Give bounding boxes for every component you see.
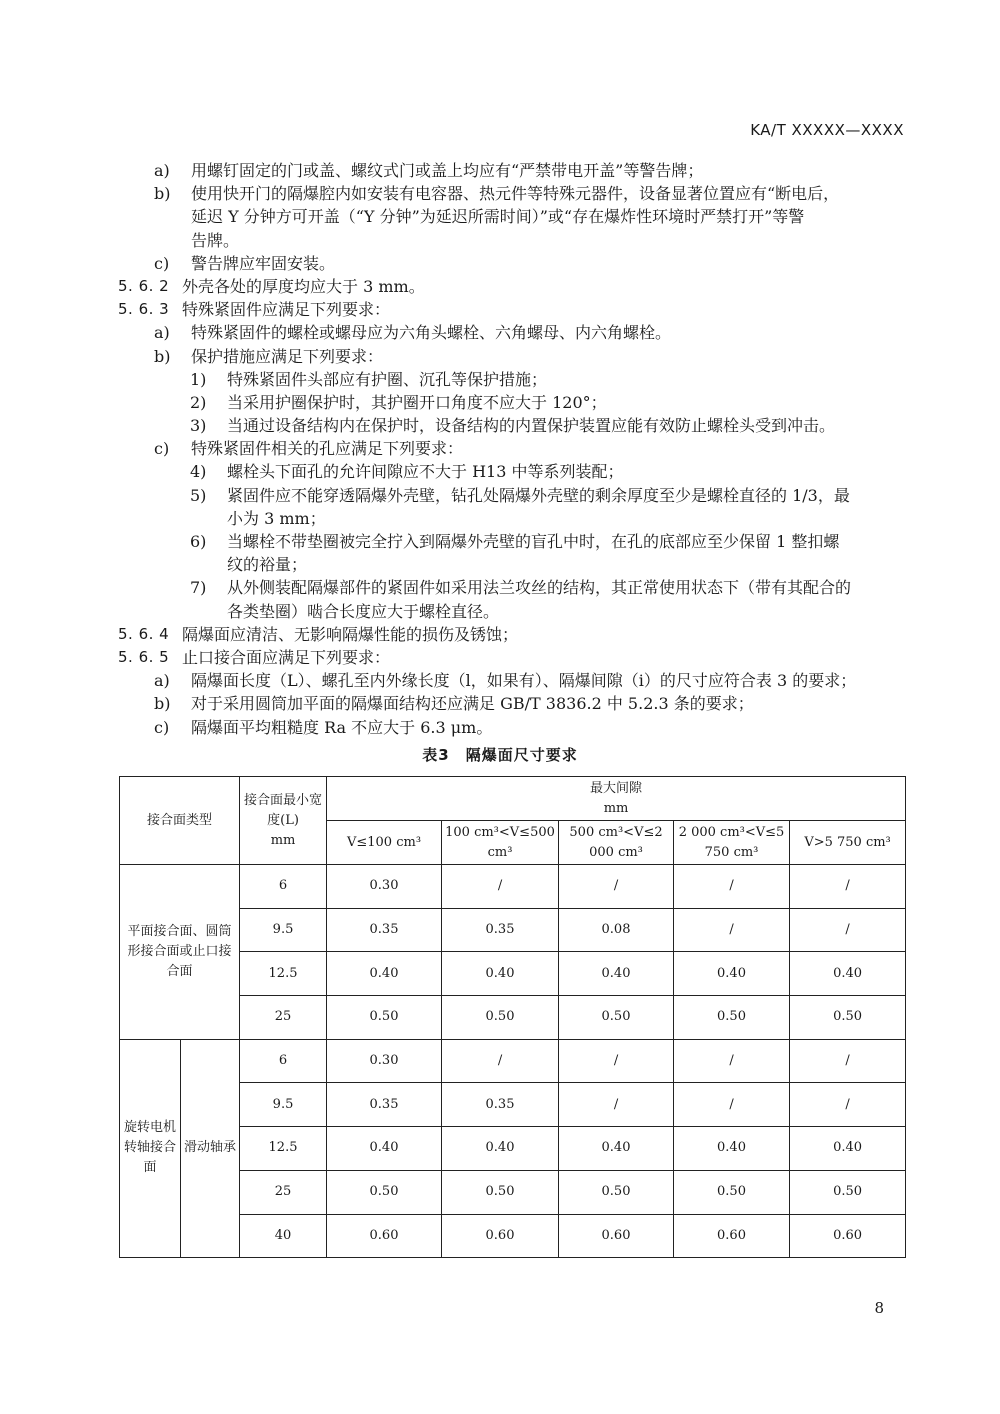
text-line [118,530,908,553]
item-text: 紧固件应不能穿透隔爆外壳壁，钻孔处隔爆外壳壁的剩余厚度至少是螺栓直径的 1/3，最 [227,485,850,505]
gap-cell: / [790,908,906,952]
header-joint-type: 接合面类型 [120,777,240,865]
text-line [118,205,908,228]
gap-cell: 0.40 [790,952,906,996]
width-cell: 25 [240,996,327,1040]
width-cell: 12.5 [240,1127,327,1171]
item-text: 小为 3 mm； [227,508,326,528]
width-cell: 6 [240,865,327,909]
group-label: 平面接合面、圆筒形接合面或止口接合面 [120,865,240,1040]
text-line [118,368,908,391]
item-text: 特殊紧固件相关的孔应满足下列要求： [191,439,464,459]
width-cell: 6 [240,1039,327,1083]
item-label: 2) [190,392,207,412]
gap-cell: / [559,865,674,909]
document-body [118,159,908,739]
gap-cell: 0.60 [327,1214,442,1258]
item-text: 告牌。 [191,230,240,250]
gap-cell: 0.60 [674,1214,790,1258]
width-cell: 40 [240,1214,327,1258]
gap-cell: 0.40 [327,1127,442,1171]
header-min-width-unit: mm [270,832,296,848]
gap-cell: 0.50 [790,996,906,1040]
group-label: 旋转电机转轴接合面 [120,1039,181,1257]
gap-cell: 0.50 [327,996,442,1040]
gap-cell: 0.40 [442,1127,559,1171]
gap-cell: / [674,908,790,952]
header-max-gap-label: 最大间隙 [590,780,643,796]
gap-cell: 0.30 [327,865,442,909]
text-line [118,507,908,530]
flameproof-joint-table [119,776,906,1258]
table-row [120,1039,906,1083]
gap-cell: / [674,865,790,909]
document-code: KA/T XXXXX—XXXX [750,121,904,139]
text-line [118,646,908,669]
item-text: 特殊紧固件头部应有护圈、沉孔等保护措施； [227,369,548,389]
item-text: 使用快开门的隔爆腔内如安装有电容器、热元件等特殊元器件，设备显著位置应有“断电后， [191,184,840,204]
item-text: 保护措施应满足下列要求： [191,346,384,366]
width-cell: 9.5 [240,1083,327,1127]
gap-cell: 0.50 [674,1170,790,1214]
text-line [118,669,908,692]
header-min-width-label: 接合面最小宽度(L) [244,792,323,828]
item-label: b) [154,694,171,714]
gap-cell: 0.40 [327,952,442,996]
item-text: 从外侧装配隔爆部件的紧固件如采用法兰攻丝的结构，其正常使用状态下（带有其配合的 [227,578,852,598]
gap-cell: 0.08 [559,908,674,952]
width-cell: 9.5 [240,908,327,952]
table-row [120,865,906,909]
item-text: 对于采用圆筒加平面的隔爆面结构还应满足 GB/T 3836.2 中 5.2.3 条的要求； [191,694,754,714]
gap-cell: / [790,1039,906,1083]
gap-cell: 0.40 [674,952,790,996]
item-text: 隔爆面应清洁、无影响隔爆性能的损伤及锈蚀； [182,624,519,644]
item-label: 5. 6. 4 [118,624,170,643]
item-text: 当通过设备结构内在保护时，设备结构的内置保护装置应能有效防止螺栓头受到冲击。 [227,416,836,436]
header-volume: 100 cm³<V≤500 cm³ [442,821,559,865]
header-volume: V>5 750 cm³ [790,821,906,865]
item-label: c) [154,717,170,737]
item-text: 特殊紧固件的螺栓或螺母应为六角头螺栓、六角螺母、内六角螺栓。 [191,323,672,343]
gap-cell: 0.35 [327,1083,442,1127]
item-text: 外壳各处的厚度均应大于 3 mm。 [182,276,425,296]
item-label: 6) [190,532,207,551]
item-text: 警告牌应牢固安装。 [191,253,336,273]
gap-cell: 0.50 [559,1170,674,1214]
gap-cell: 0.40 [442,952,559,996]
item-text: 隔爆面平均粗糙度 Ra 不应大于 6.3 μm。 [191,717,493,737]
gap-cell: 0.50 [327,1170,442,1214]
text-line [118,298,908,321]
gap-cell: 0.50 [790,1170,906,1214]
sub-group-label: 滑动轴承 [181,1039,240,1257]
text-line [118,576,908,599]
header-volume: V≤100 cm³ [327,821,442,865]
item-label: 4) [190,462,207,482]
gap-cell: / [790,1083,906,1127]
gap-cell: 0.40 [559,952,674,996]
header-volume: 2 000 cm³<V≤5 750 cm³ [674,821,790,865]
gap-cell: / [442,865,559,909]
header-max-gap-unit: mm [603,800,629,816]
item-text: 特殊紧固件应满足下列要求： [182,300,391,320]
width-cell: 12.5 [240,952,327,996]
item-text: 用螺钉固定的门或盖、螺纹式门或盖上均应有“严禁带电开盖”等警告牌； [191,161,704,180]
item-label: 5. 6. 3 [118,300,170,319]
item-label: 1) [190,369,207,389]
item-label: a) [154,161,170,180]
text-line [118,159,908,182]
item-text: 当采用护圈保护时，其护圈开口角度不应大于 120°； [227,392,607,412]
item-text: 螺栓头下面孔的允许间隙应不大于 H13 中等系列装配； [227,462,624,482]
text-line [118,437,908,460]
header-max-gap [327,777,906,821]
item-label: a) [154,671,170,691]
gap-cell: / [790,865,906,909]
gap-cell: 0.60 [442,1214,559,1258]
gap-cell: / [559,1039,674,1083]
header-min-width [240,777,327,865]
gap-cell: 0.60 [790,1214,906,1258]
item-label: a) [154,323,170,343]
text-line [118,484,908,507]
gap-cell: 0.40 [559,1127,674,1171]
item-label: 5. 6. 2 [118,276,170,295]
text-line [118,182,908,205]
header-volume: 500 cm³<V≤2 000 cm³ [559,821,674,865]
text-line [118,600,908,623]
item-label: b) [154,184,171,204]
page-number: 8 [874,1299,884,1317]
gap-cell: 0.60 [559,1214,674,1258]
gap-cell: 0.35 [327,908,442,952]
text-line [118,252,908,275]
text-line [118,275,908,298]
item-label: 7) [190,578,207,598]
text-line [118,716,908,739]
item-text: 纹的裕量； [227,555,308,575]
gap-cell: 0.35 [442,908,559,952]
gap-cell: / [674,1039,790,1083]
item-label: 5) [190,485,207,505]
item-label: c) [154,439,170,459]
item-text: 隔爆面长度（L）、螺孔至内外缘长度（l，如果有）、隔爆间隙（i）的尺寸应符合表 3 的要求； [191,671,857,691]
text-line [118,692,908,715]
table-caption: 表3 隔爆面尺寸要求 [422,746,578,764]
text-line [118,623,908,646]
item-label: 3) [190,416,207,436]
gap-cell: 0.50 [559,996,674,1040]
gap-cell: 0.30 [327,1039,442,1083]
item-text: 当螺栓不带垫圈被完全拧入到隔爆外壳壁的盲孔中时，在孔的底部应至少保留 1 整扣螺 [227,532,840,551]
item-text: 止口接合面应满足下列要求： [182,647,391,667]
item-text: 各类垫圈）啮合长度应大于螺栓直径。 [227,601,500,621]
gap-cell: / [442,1039,559,1083]
text-line [118,460,908,483]
gap-cell: 0.35 [442,1083,559,1127]
gap-cell: 0.40 [790,1127,906,1171]
item-label: 5. 6. 5 [118,647,170,666]
gap-cell: 0.50 [442,996,559,1040]
text-line [118,553,908,576]
text-line [118,229,908,252]
gap-cell: / [674,1083,790,1127]
text-line [118,345,908,368]
text-line [118,391,908,414]
gap-cell: 0.50 [442,1170,559,1214]
gap-cell: 0.50 [674,996,790,1040]
item-label: b) [154,346,171,366]
width-cell: 25 [240,1170,327,1214]
item-text: 延迟 Y 分钟方可开盖（“Y 分钟”为延迟所需时间）”或“存在爆炸性环境时严禁打开”等警 [191,207,805,227]
item-label: c) [154,253,170,273]
text-line [118,414,908,437]
gap-cell: 0.40 [674,1127,790,1171]
text-line [118,321,908,344]
gap-cell: / [559,1083,674,1127]
